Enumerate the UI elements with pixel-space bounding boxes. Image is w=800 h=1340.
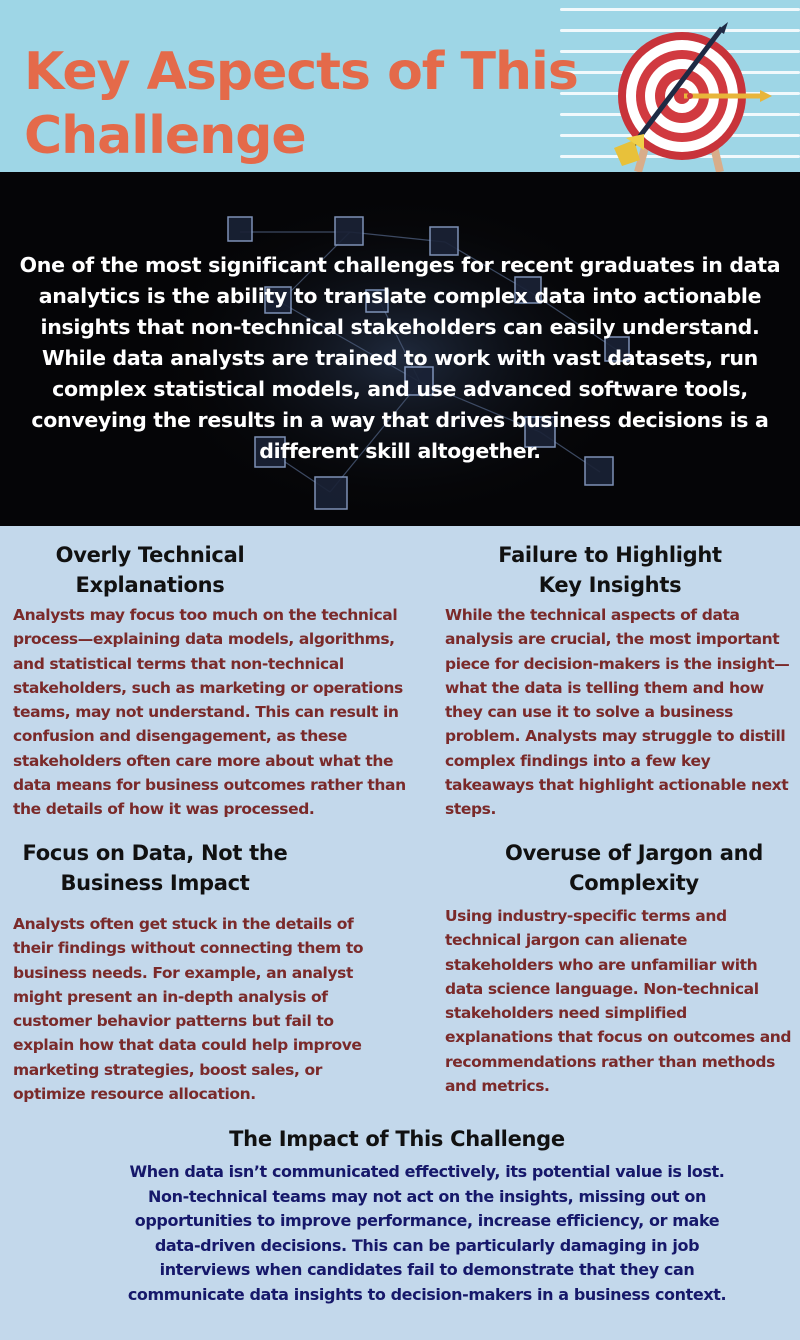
section-body-technical: Analysts may focus too much on the technical process—explaining data models, algorithms, and statistical terms that non-technical stakeholders, such as marketing or operations teams, may not understand. This can result in confusion and disengagement, as these stakeholders often care more about what the data means for business outcomes rather than the details of how it was processed.	[13, 606, 406, 819]
section-heading-business: Focus on Data, Not the Business Impact	[22, 841, 288, 895]
section-heading-jargon: Overuse of Jargon and Complexity	[505, 841, 763, 895]
section-body-insights: While the technical aspects of data analysis are crucial, the most important piece for decision-makers is the insight—what the data is telling them and how they can use it to solve a business problem. Analysts may struggle to distill complex findings into a few key takeaways that highlight actionable next steps.	[445, 606, 790, 819]
section-body-jargon: Using industry-specific terms and technical jargon can alienate stakeholders who are unfamiliar with data science language. Non-technical stakeholders need simplified explanations that focus on outcomes and recommendations rather than methods and metrics.	[445, 907, 792, 1096]
intro-paragraph: One of the most significant challenges for recent graduates in data analytics is the ability to translate complex data into actionable insights that non-technical stakeholders can easily understand. While data analysts are trained to work with vast datasets, run complex statistical models, and use advanced software tools, conveying the results in a way that drives business decisions is a different skill altogether.	[19, 253, 781, 463]
section-body-business: Analysts often get stuck in the details of their findings without connecting them to business needs. For example, an analyst might present an in-depth analysis of customer behavior patterns but fail to explain how that data could help improve marketing strategies, boost sales, or optimize resource allocation.	[13, 915, 364, 1104]
page-title: Key Aspects of This Challenge	[24, 42, 578, 166]
impact-paragraph: When data isn’t communicated effectively, its potential value is lost. Non-technical teams may not act on the insights, missing out on opportunities to improve performance, increase efficiency, or make data-driven decisions. This can be particularly damaging in job interviews when candidates fail to demonstrate that they can communicate data insights to decision-makers in a business context.	[127, 1162, 727, 1304]
header-banner	[0, 0, 800, 172]
target-with-arrow-icon	[600, 20, 790, 172]
section-heading-technical: Overly Technical Explanations	[55, 543, 245, 597]
section-heading-insights: Failure to Highlight Key Insights	[498, 543, 722, 597]
intro-banner	[0, 172, 800, 526]
impact-heading: The Impact of This Challenge	[229, 1127, 565, 1151]
